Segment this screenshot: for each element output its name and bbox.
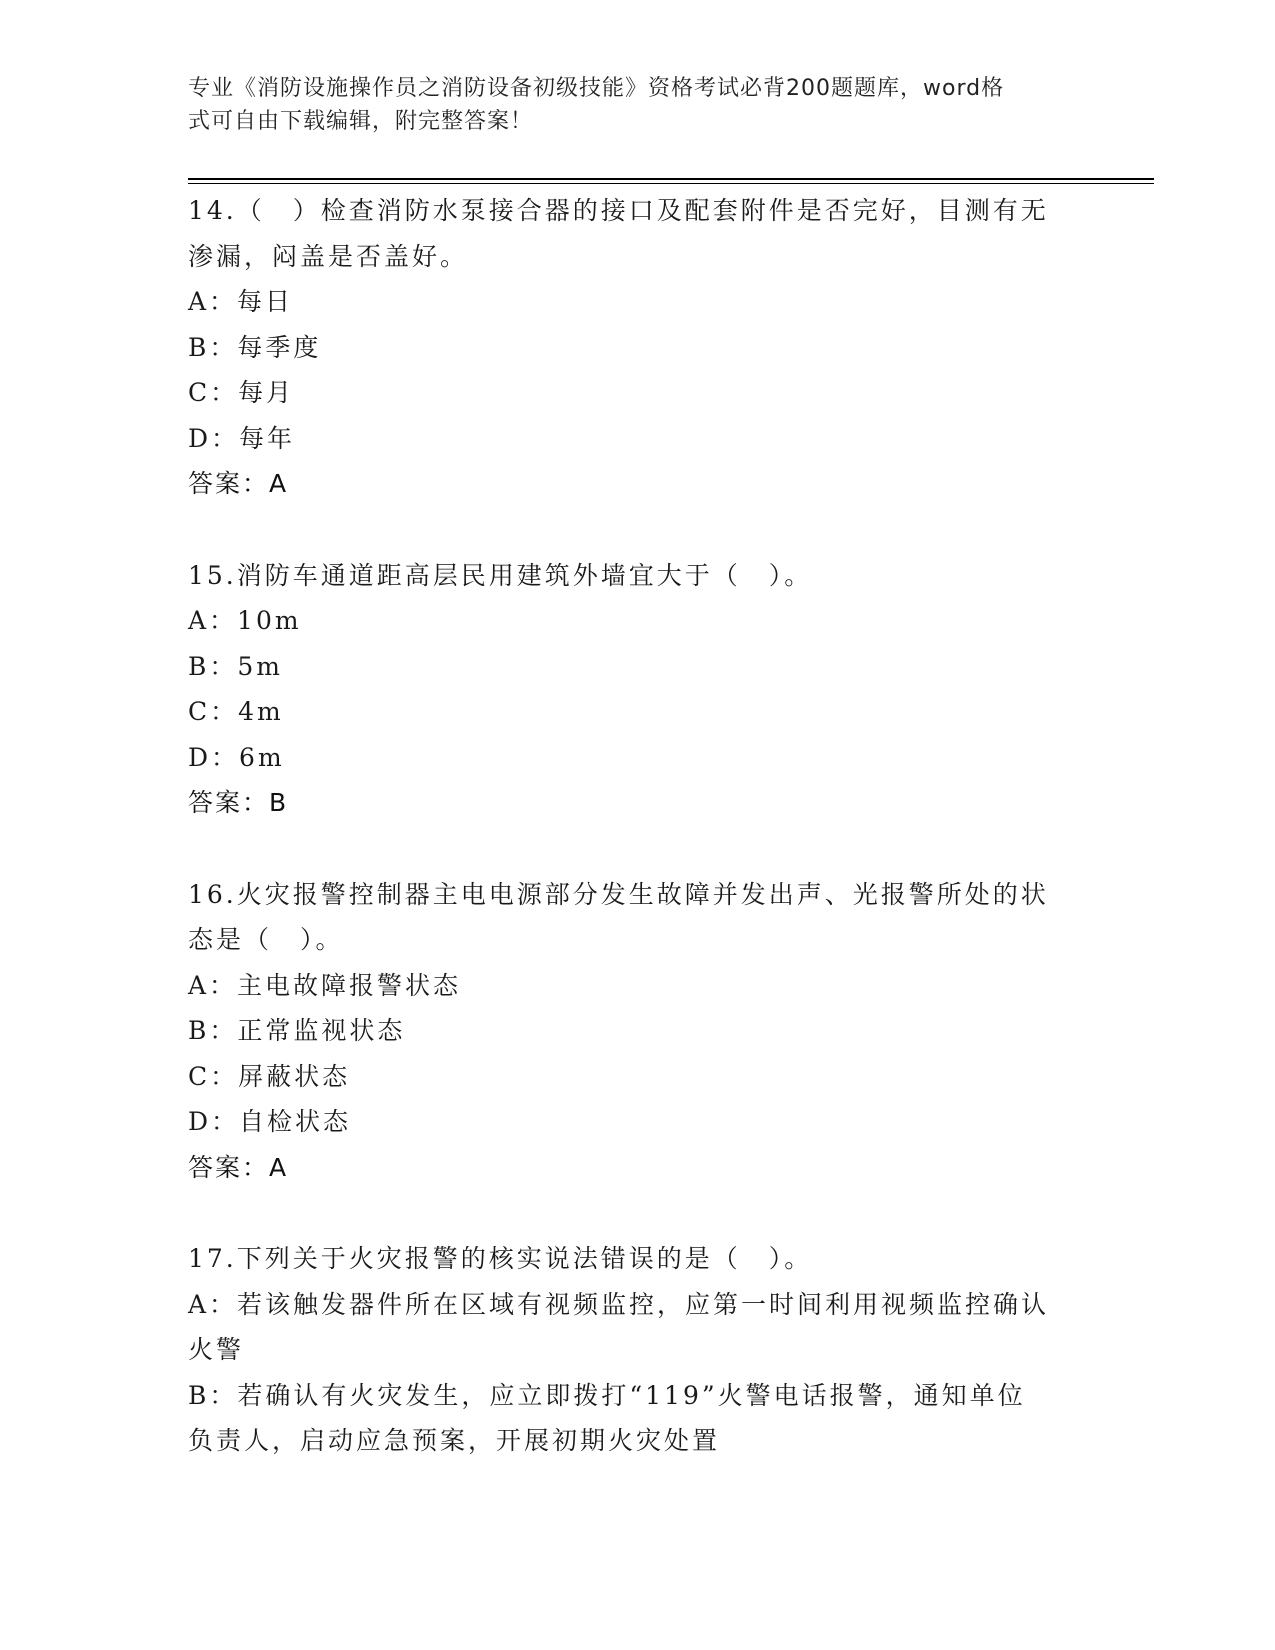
option-d: D：自检状态 (188, 1107, 352, 1136)
option-a: A：10m (188, 606, 302, 635)
question-stem-line: 14.（ ）检查消防水泵接合器的接口及配套附件是否完好，目测有无 (188, 196, 1049, 225)
option-c: C：每月 (188, 378, 295, 407)
option-a: A：若该触发器件所在区域有视频监控，应第一时间利用视频监控确认 (188, 1289, 1050, 1319)
question-stem-line: 16.火灾报警控制器主电电源部分发生故障并发出声、光报警所处的状 (188, 879, 1049, 909)
option-b: B：若确认有火灾发生，应立即拨打“119”火警电话报警，通知单位 (188, 1380, 1026, 1410)
question-14 (188, 188, 1088, 507)
header-divider-thick (188, 178, 1154, 180)
question-list (188, 188, 1088, 1510)
answer-label: 答案：A (188, 469, 289, 498)
option-d: D：每年 (188, 423, 296, 453)
option-a: A：每日 (188, 287, 294, 316)
option-b: B：正常监视状态 (188, 1016, 406, 1045)
header-divider-thin (188, 183, 1154, 184)
answer-label: 答案：B (188, 788, 289, 817)
option-c: C：屏蔽状态 (188, 1061, 351, 1091)
question-stem-line: 17.下列关于火灾报警的核实说法错误的是（ ）。 (188, 1244, 813, 1273)
question-16 (188, 872, 1088, 1191)
option-b-continued: 负责人，启动应急预案，开展初期火灾处置 (188, 1426, 721, 1455)
option-c: C：4m (188, 697, 284, 726)
option-b: B：每季度 (188, 332, 322, 362)
question-stem-line: 态是（ ）。 (188, 925, 344, 954)
option-b: B：5m (188, 651, 283, 681)
question-stem-line: 15.消防车通道距高层民用建筑外墙宜大于（ ）。 (188, 560, 813, 590)
answer-label: 答案：A (188, 1152, 289, 1182)
option-a: A：主电故障报警状态 (188, 970, 462, 1000)
header-line-2: 式可自由下载编辑，附完整答案！ (188, 109, 534, 134)
question-15 (188, 553, 1088, 826)
option-d: D：6m (188, 742, 285, 772)
question-17 (188, 1236, 1088, 1464)
question-stem-line: 渗漏，闷盖是否盖好。 (188, 241, 469, 271)
document-header (188, 72, 1068, 138)
option-a-continued: 火警 (188, 1335, 245, 1364)
header-line-1: 专业《消防设施操作员之消防设备初级技能》资格考试必背200题题库，word格 (188, 76, 1005, 101)
